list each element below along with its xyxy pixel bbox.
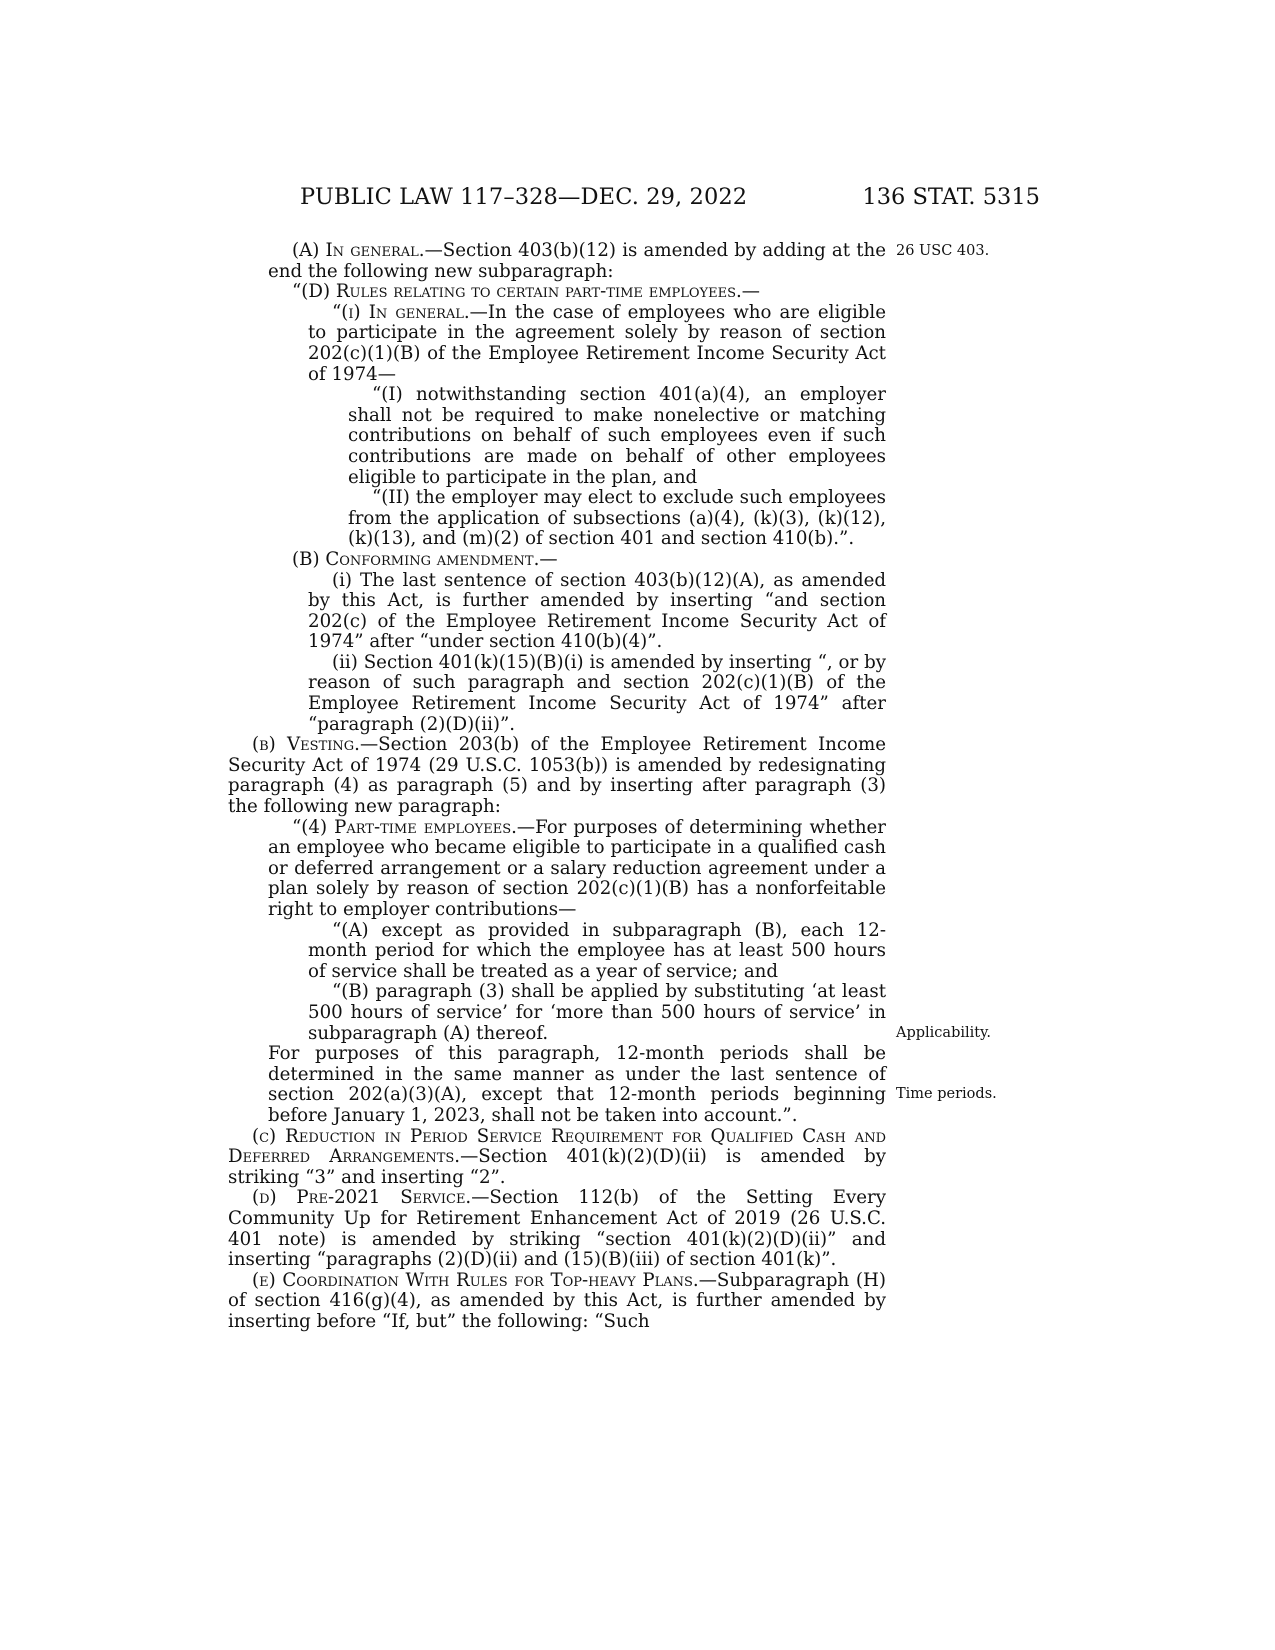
conforming-clause-i: (i) The last sentence of section 403(b)(12)(A), as amended by this Act, is further amended by inserting “and section 202(c) of the Employee Retirement Income Security Act of 1974” after “under section 410(b)(4)”. — [308, 569, 886, 653]
subsection-c-reduction: (c) Reduction in Period Service Requirement for Qualified Cash and Deferred Arrangements.—Section 401(k)(2)(D)(ii) is amended by striking “3” and inserting “2”. — [228, 1125, 886, 1188]
statute-page-number: 136 STAT. 5315 — [862, 184, 1040, 210]
flush-text-12-month-periods: For purposes of this paragraph, 12-month periods shall be determined in the same manner as under the last sentence of section 202(a)(3)(A), except that 12-month periods beginning before January 1, 2023, shall not be taken into account.”. — [268, 1043, 886, 1126]
public-law-citation: PUBLIC LAW 117–328—DEC. 29, 2022 — [300, 184, 748, 210]
subclause-ii: “(II) the employer may elect to exclude such employees from the application of subsections (a)(4), (k)(3), (k)(12), (k)(13), and (m)(2) of section 401 and section 410(b).”. — [348, 487, 886, 550]
margin-note-usc: 26 USC 403. — [896, 243, 990, 259]
running-header — [300, 184, 1040, 218]
subclause-i: “(I) notwithstanding section 401(a)(4), an employer shall not be required to make nonelective or matching contributions on behalf of such employees even if such contributions are made on behalf of other employees eligible to participate in the plan, and — [348, 384, 886, 488]
vesting-subparagraph-b: “(B) paragraph (3) shall be applied by substituting ‘at least 500 hours of service’ for ‘more than 500 hours of service’ in subparagraph (A) thereof. — [308, 981, 886, 1044]
margin-note-time-periods: Time periods. — [896, 1086, 997, 1102]
subsection-e-coordination: (e) Coordination With Rules for Top-heavy Plans.—Subparagraph (H) of section 416(g)(4), as amended by this Act, is further amended by inserting before “If, but” the following: “Such — [228, 1269, 886, 1332]
subparagraph-d-heading: “(D) Rules relating to certain part-time employees.— — [292, 281, 760, 303]
clause-i-in-general: “(i) In general.—In the case of employees who are eligible to participate in the agreement solely by reason of section 202(c)(1)(B) of the Employee Retirement Income Security Act of 1974— — [308, 301, 886, 385]
subsection-d-pre-2021-service: (d) Pre-2021 Service.—Section 112(b) of the Setting Every Community Up for Retirement Enhancement Act of 2019 (26 U.S.C. 401 note) is amended by striking “section 401(k)(2)(D)(ii)” and inserting “paragraphs (2)(D)(ii) and (15)(B)(iii) of section 401(k)”. — [228, 1187, 887, 1271]
statute-body — [228, 241, 886, 1332]
paragraph-a-in-general: (A) In general.—Section 403(b)(12) is amended by adding at the end the following new subparagraph: — [268, 240, 886, 282]
margin-note-applicability: Applicability. — [896, 1025, 991, 1041]
conforming-clause-ii: (ii) Section 401(k)(15)(B)(i) is amended by inserting “, or by reason of such paragraph and section 202(c)(1)(B) of the Employee Retirement Income Security Act of 1974” after “paragraph (2)(D)(ii)”. — [308, 651, 886, 735]
paragraph-b-conforming-amendment: (B) Conforming amendment.— — [292, 548, 558, 570]
vesting-subparagraph-a: “(A) except as provided in subparagraph (B), each 12-month period for which the employee has at least 500 hours of service shall be treated as a year of service; and — [308, 919, 886, 982]
paragraph-4-part-time-employees: “(4) Part-time employees.—For purposes of determining whether an employee who became eligible to participate in a qualified cash or deferred arrangement or a salary reduction agreement under a plan solely by reason of section 202(c)(1)(B) has a nonforfeitable right to employer contributions— — [268, 816, 886, 920]
subsection-b-vesting: (b) Vesting.—Section 203(b) of the Employee Retirement Income Security Act of 1974 (29 U.S.C. 1053(b)) is amended by redesignating paragraph (4) as paragraph (5) and by inserting after paragraph (3) the following new paragraph: — [228, 734, 887, 818]
